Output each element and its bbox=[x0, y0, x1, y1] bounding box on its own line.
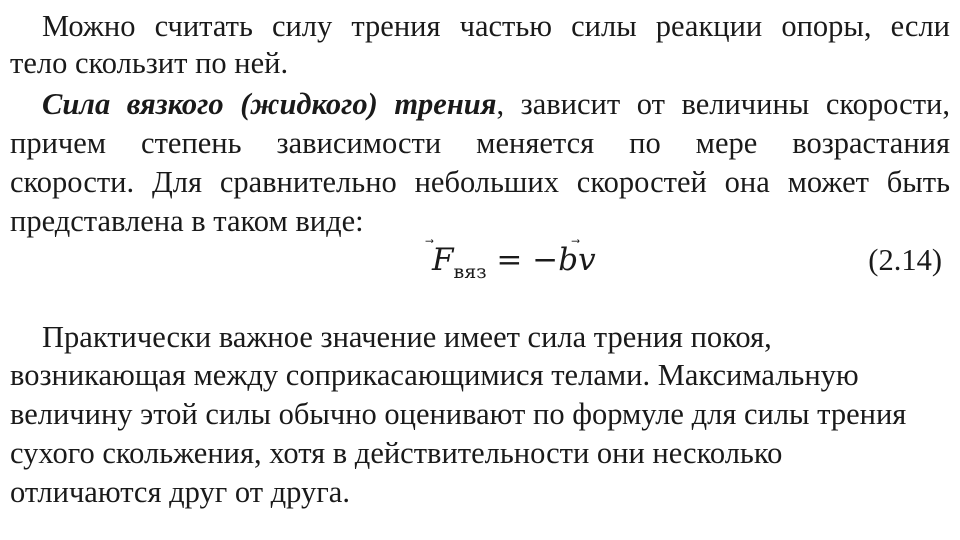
vector-F: F bbox=[432, 242, 454, 278]
para2-line1-rest: , зависит от величины скорости, bbox=[496, 87, 950, 121]
coefficient-b: b bbox=[558, 242, 579, 278]
para3-line3: величину этой силы обычно оценивают по формуле для силы трения bbox=[10, 397, 907, 431]
para2-line3: скорости. Для сравнительно небольших скоростей она может быть bbox=[10, 165, 950, 199]
formula-subscript: вяз bbox=[453, 261, 487, 283]
formula-equals-minus: = − bbox=[486, 242, 559, 278]
vector-v: v bbox=[578, 242, 596, 278]
para3-line1: Практически важное значение имеет сила трения покоя, bbox=[42, 320, 772, 354]
para3-line4: сухого скольжения, хотя в действительности они несколько bbox=[10, 436, 783, 470]
para2-line4: представлена в таком виде: bbox=[10, 204, 364, 238]
para3-line2: возникающая между соприкасающимися телами. Максимальную bbox=[10, 358, 859, 392]
formula-viscous-force bbox=[432, 241, 632, 291]
para1-line2: тело скользит по ней. bbox=[10, 46, 289, 80]
term-viscous-friction: Сила вязкого (жидкого) трения bbox=[42, 87, 497, 121]
para3-line5: отличаются друг от друга. bbox=[10, 475, 350, 509]
para1-line1: Можно считать силу трения частью силы реакции опоры, если bbox=[42, 9, 950, 43]
para2-line1 bbox=[42, 85, 950, 123]
equation-number: (2.14) bbox=[868, 243, 942, 277]
para2-line2: причем степень зависимости меняется по мере возрастания bbox=[10, 126, 950, 160]
